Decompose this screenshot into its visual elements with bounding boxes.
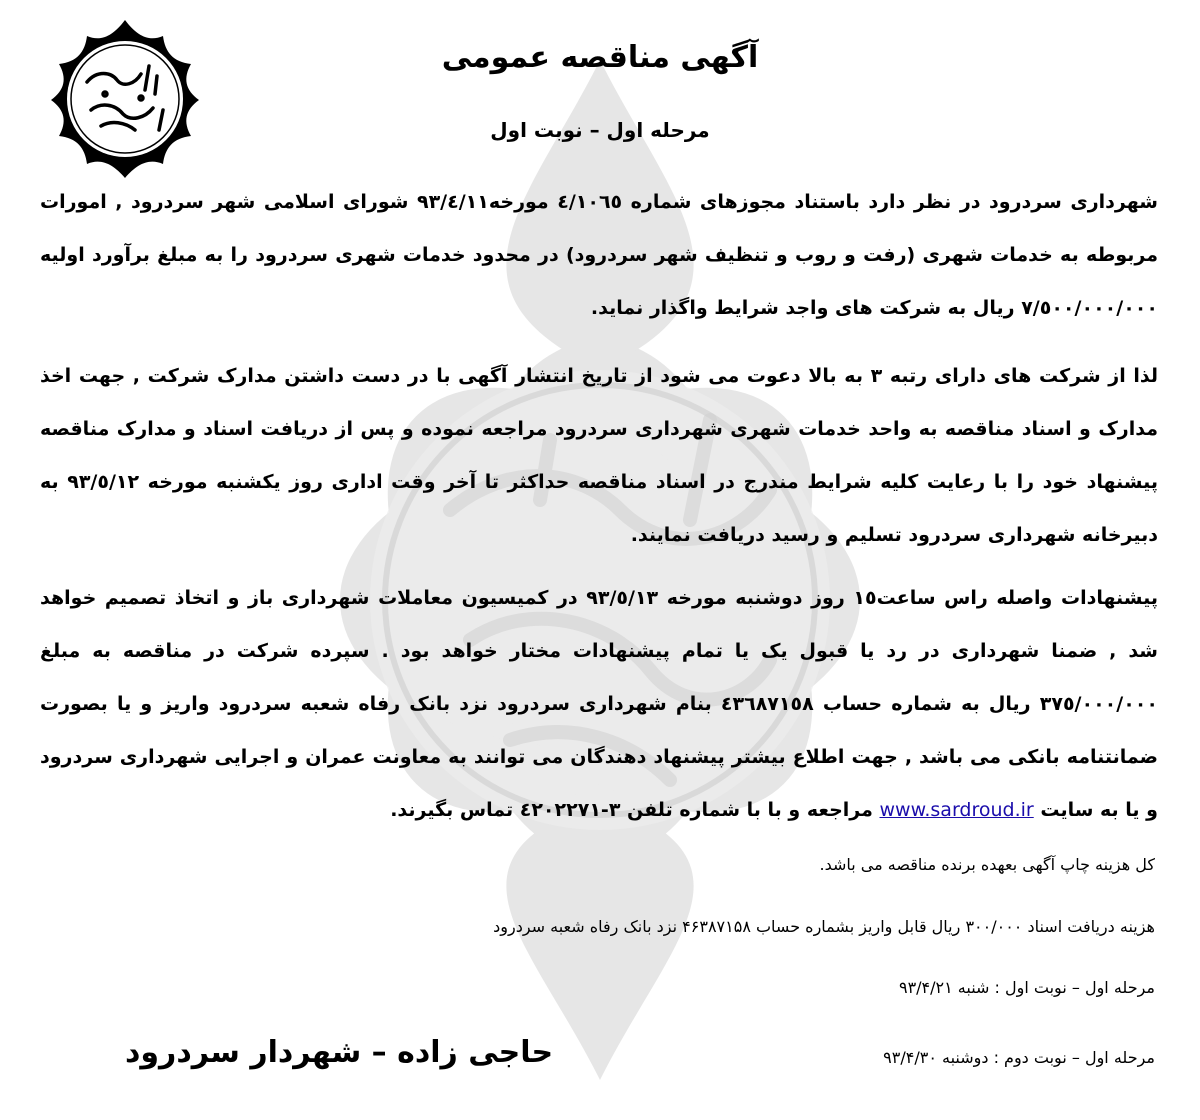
paragraph-opening — [40, 572, 1158, 837]
paragraph-invitation: لذا از شرکت های دارای رتبه ٣ به بالا دعوت می شود از تاریخ انتشار آگهی با در دست داشتن مدارک شرکت , جهت اخذ مدارک و اسناد مناقصه به واحد خدمات شهری شهرداری سردرود مراجعه نموده و پس از دریافت اسناد و مدارک مناقصه پیشنهاد خود را با رعایت کلیه شرایط مندرج در اسناد مناقصه حداکثر تا آخر وقت اداری روز یکشنبه مورخه ٩٣/٥/١٢ به دبیرخانه شهرداری سردرود تسلیم و رسید دریافت نمایند. — [40, 365, 1158, 546]
paragraph-opening-text: پیشنهادات واصله راس ساعت١٥ روز دوشنبه مورخه ٩٣/٥/١٣ در کمیسیون معاملات شهرداری باز و اتخاذ تصمیم خواهد شد , ضمنا شهرداری در رد یا قبول یک یا تمام پیشنهادات مختار خواهد بود . سپرده شرکت در مناقصه به مبلغ ٣٧٥/٠٠٠/٠٠٠ ریال به شماره حساب ٤٣٦٨٧١٥٨ بنام شهرداری سردرود نزد بانک رفاه شعبه سردرود واریز و یا بصورت ضمانتنامه بانکی می باشد , جهت اطلاع بیشتر پیشنهاد دهندگان می توانند به معاونت عمران و اجرایی شهرداری سردرود و یا به سایت — [40, 587, 1158, 821]
print-cost-note: کل هزینه چاپ آگهی بعهده برنده مناقصه می باشد. — [819, 855, 1155, 874]
first-publish-date: مرحله اول – نوبت اول : شنبه ۹۳/۴/۲۱ — [898, 978, 1155, 997]
notice-title: آگهی مناقصه عمومی — [441, 40, 759, 75]
second-publish-date: مرحله اول – نوبت دوم : دوشنبه ۹۳/۴/۳۰ — [883, 1048, 1155, 1067]
website-link[interactable]: www.sardroud.ir — [879, 799, 1034, 821]
municipality-logo — [45, 18, 205, 178]
paragraph-intro: شهرداری سردرود در نظر دارد باستناد مجوزهای شماره ٤/١٠٦٥ مورخه٩٣/٤/١١ شورای اسلامی شهر سردرود , امورات مربوطه به خدمات شهری (رفت و روب و تنظیف شهر سردرود) در محدود خدمات شهری سردرود را به مبلغ برآورد اولیه ٧/٥٠٠/٠٠٠/٠٠٠ ریال به شرکت های واجد شرایط واگذار نماید. — [40, 191, 1158, 319]
notice-subtitle: مرحله اول – نوبت اول — [490, 118, 710, 142]
paragraph-opening-tail: مراجعه و با با شماره تلفن ٣-٤٢٠٢٢٧١ تماس بگیرند. — [390, 799, 880, 821]
document-fee-note: هزینه دریافت اسناد ۳۰۰/۰۰۰ ریال قابل واریز بشماره حساب ۴۶۳۸۷۱۵۸ نزد بانک رفاه شعبه سردرود — [493, 917, 1155, 936]
mayor-signature: حاجی زاده – شهردار سردرود — [125, 1035, 554, 1070]
